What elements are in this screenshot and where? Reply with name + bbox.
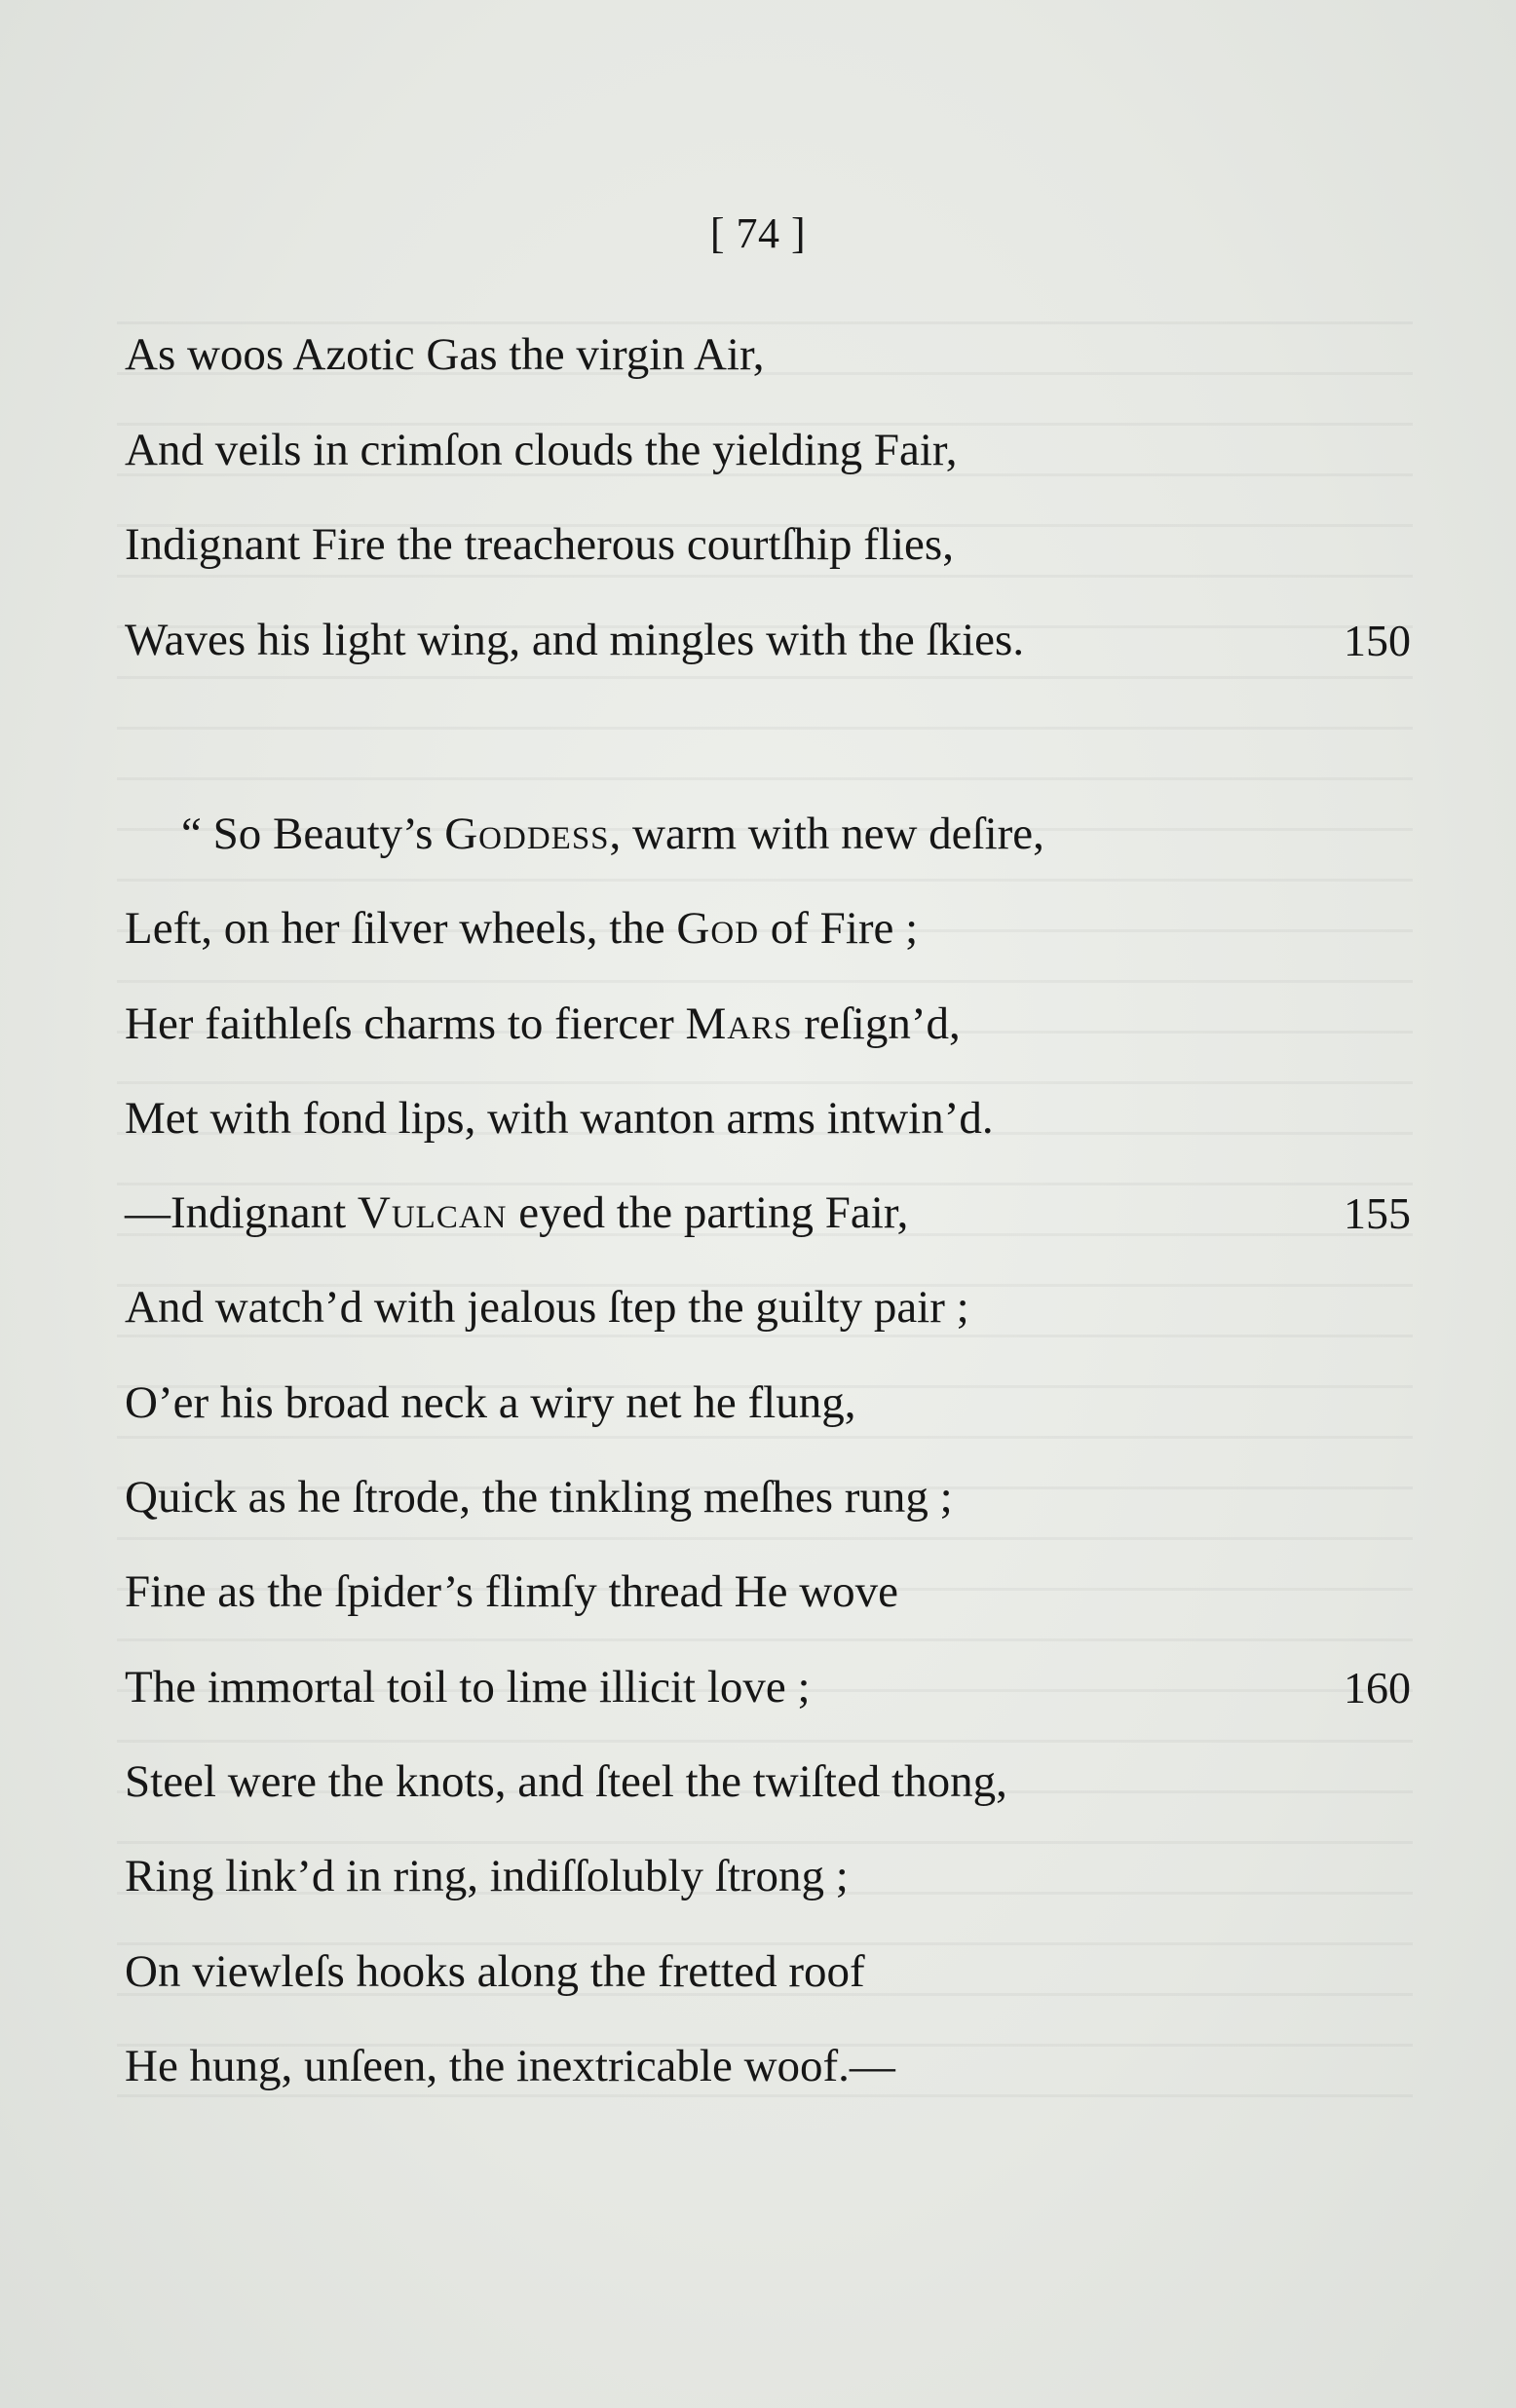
small-caps-name: Mars <box>685 997 793 1049</box>
poem-line <box>125 498 1411 593</box>
line-text: O’er his broad neck a wiry net he flung, <box>125 1376 856 1428</box>
poem-line <box>125 1166 1411 1260</box>
line-text: As woos Azotic Gas the virgin Air, <box>125 329 765 380</box>
poem-line <box>125 1260 1411 1355</box>
poem-line <box>125 977 1411 1072</box>
poem-line <box>125 1356 1411 1450</box>
line-text: Indignant Fire the treacherous courtſhip flies, <box>125 519 954 570</box>
page-number: [ 74 ] <box>709 209 807 257</box>
poem-line <box>125 882 1411 976</box>
line-text: Her faithleſs charms to fiercer <box>125 997 686 1049</box>
poem-line <box>125 787 1411 882</box>
poem-line <box>125 403 1411 499</box>
line-text: Steel were the knots, and ſteel the twiſted thong, <box>125 1755 1007 1807</box>
small-caps-name: God <box>676 903 760 955</box>
line-text: Quick as he ſtrode, the tinkling meſhes rung ; <box>125 1472 953 1524</box>
poem-line <box>125 308 1411 403</box>
line-text: On viewleſs hooks along the fretted roof <box>125 1945 865 1997</box>
poem-line <box>125 1450 1411 1545</box>
line-text: eyed the parting Fair, <box>507 1187 909 1239</box>
line-text: reſign’d, <box>792 997 961 1049</box>
line-text: He hung, unſeen, the inextricable woof.— <box>125 2040 895 2091</box>
line-number: 160 <box>1344 1662 1411 1712</box>
small-caps-name: Vulcan <box>357 1187 508 1239</box>
line-text: Left, on her ſilver wheels, the <box>125 903 677 955</box>
line-text: —Indignant <box>125 1187 358 1239</box>
poem-line <box>125 1640 1411 1735</box>
poem-line <box>125 593 1411 689</box>
line-text: Met with fond lips, with wanton arms intwin’d. <box>125 1092 994 1144</box>
line-text: of Fire ; <box>759 903 919 955</box>
line-text: The immortal toil to lime illicit love ; <box>125 1661 811 1712</box>
line-text: And watch’d with jealous ſtep the guilty pair ; <box>125 1282 969 1334</box>
poem-line <box>125 1072 1411 1166</box>
line-text: “ So Beauty’s <box>181 809 445 859</box>
poem-line <box>125 1829 1411 1924</box>
line-text: Fine as the ſpider’s flimſy thread He wove <box>125 1566 899 1618</box>
line-text: Waves his light wing, and mingles with the ſkies. <box>125 614 1025 665</box>
line-text: Ring link’d in ring, indiſſolubly ſtrong ; <box>125 1851 849 1902</box>
stanza-1 <box>125 308 1411 688</box>
poem-line <box>125 1925 1411 2019</box>
line-number: 155 <box>1344 1188 1411 1239</box>
small-caps-name: Goddess <box>444 809 610 859</box>
line-text: And veils in crimſon clouds the yielding Fair, <box>125 424 958 475</box>
poem-line <box>125 2019 1411 2114</box>
line-text: , warm with new deſire, <box>609 809 1044 859</box>
line-number: 150 <box>1344 615 1411 665</box>
stanza-2 <box>125 787 1411 2114</box>
poem-line <box>125 1545 1411 1639</box>
poem-line <box>125 1735 1411 1829</box>
